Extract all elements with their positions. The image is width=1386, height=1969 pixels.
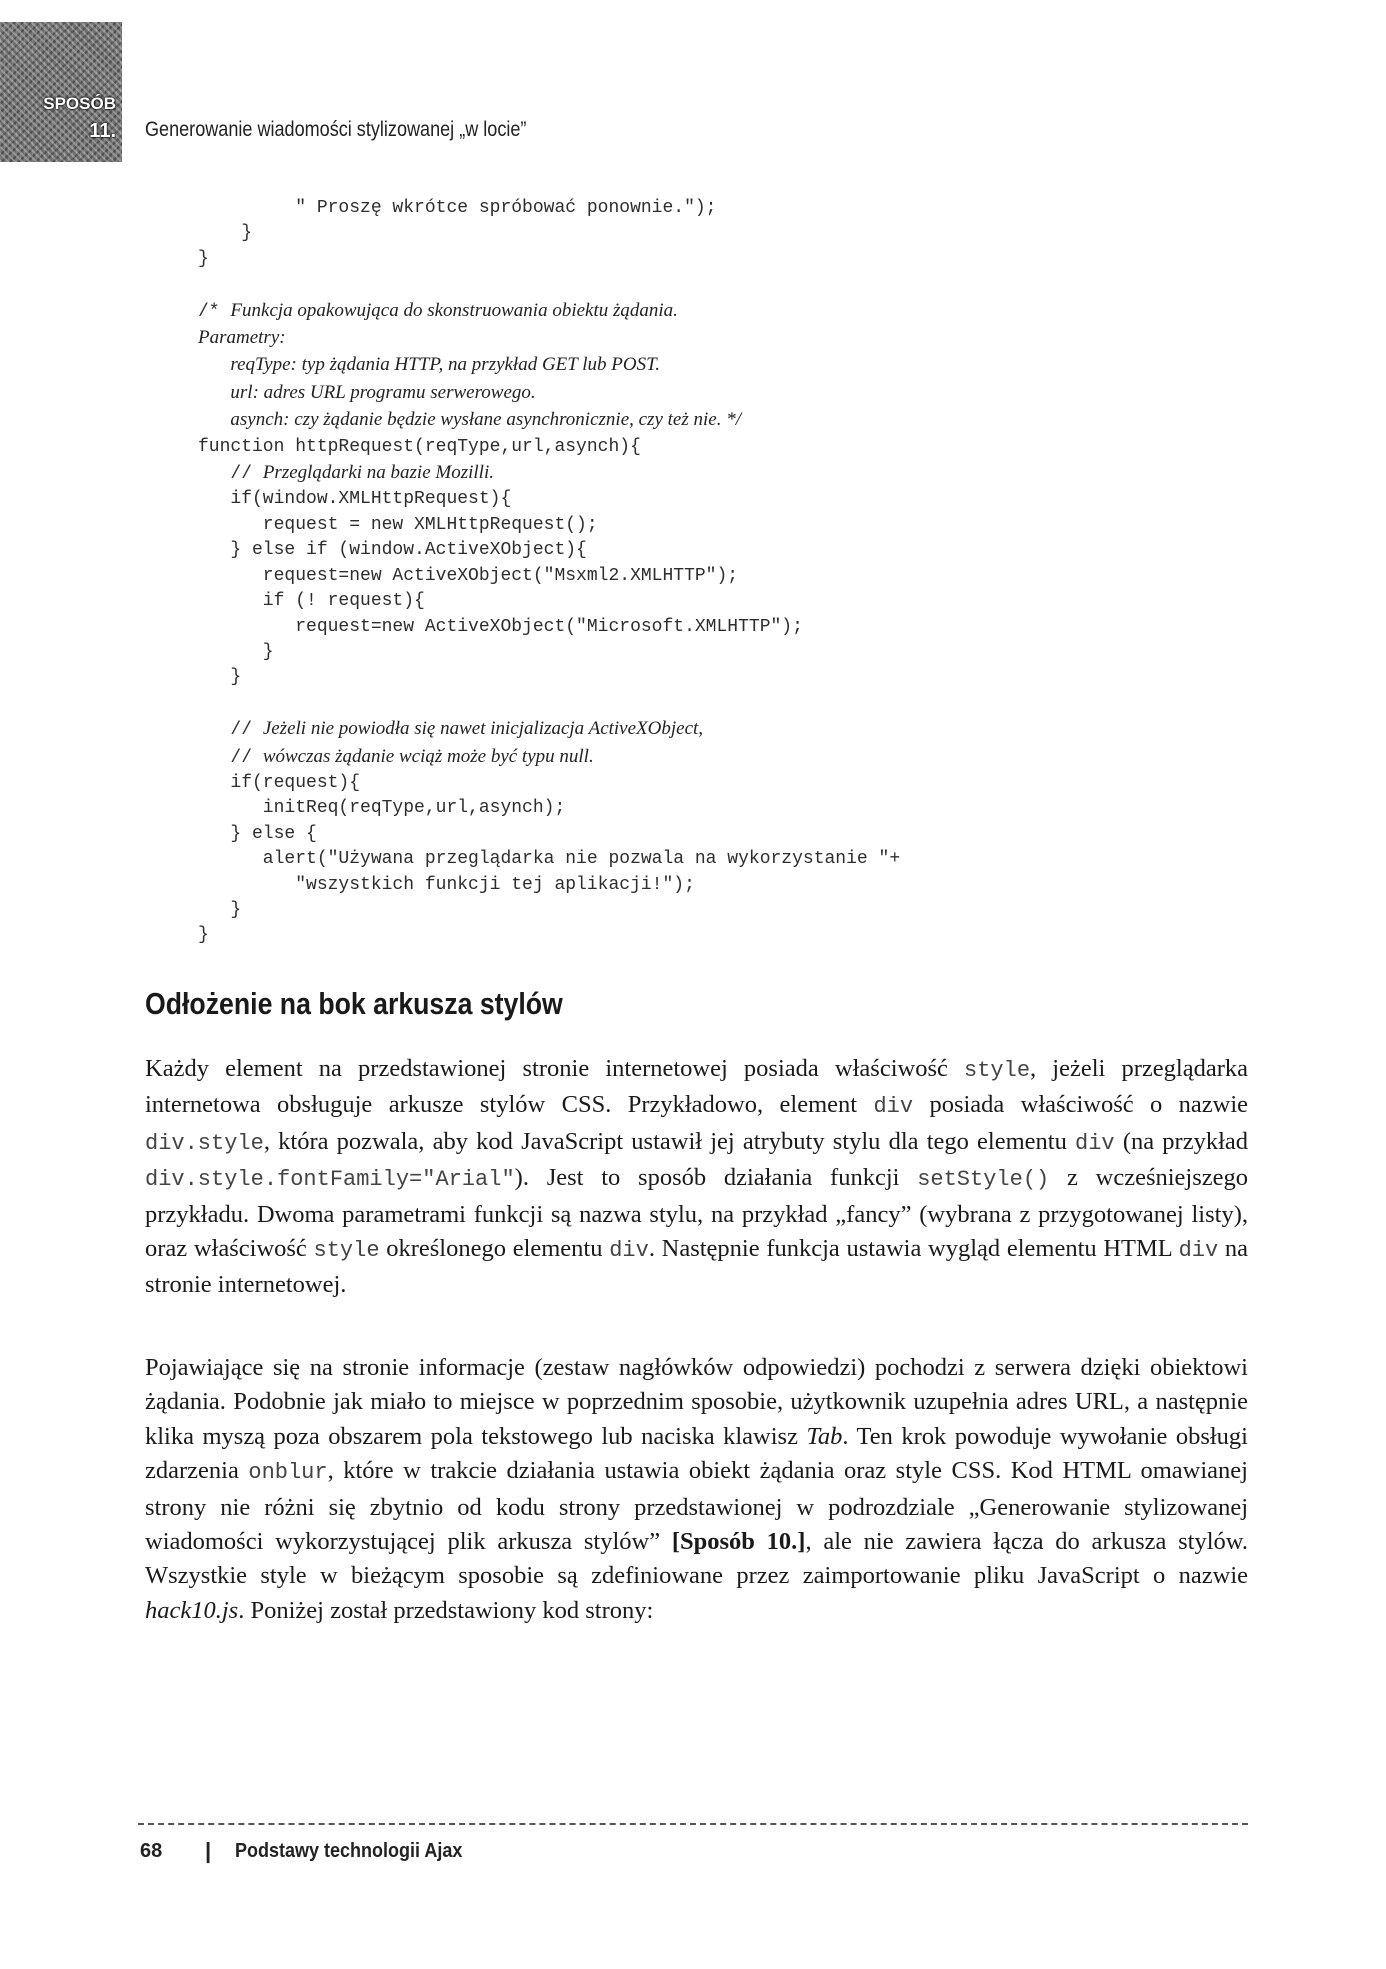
key-name: Tab: [806, 1422, 843, 1450]
page-number: 68: [140, 1840, 163, 1862]
code-line: [198, 538, 1198, 563]
p1-text: Każdy element na przedstawionej stronie internetowej posiada właściwość: [145, 1055, 965, 1082]
code-text: //: [198, 720, 263, 741]
code-text: "wszystkich funkcji tej aplikacji!");: [198, 874, 695, 895]
code-text: //: [198, 747, 263, 768]
code-line: [198, 435, 1198, 460]
code-text: if(request){: [198, 772, 361, 793]
paragraph-1: [145, 1052, 1248, 1303]
code-line: [198, 923, 1198, 948]
code-comment: wówczas żądanie wciąż może być typu null.: [262, 745, 594, 767]
code-text: if(window.XMLHttpRequest){: [198, 489, 512, 510]
code-line: [198, 407, 1198, 434]
code-line: [198, 691, 1198, 716]
code-text: }: [198, 248, 209, 269]
code-text: }: [198, 925, 209, 946]
code-text: initReq(reqType,url,asynch);: [198, 798, 566, 819]
inline-code: onblur: [248, 1460, 328, 1486]
code-text: if (! request){: [198, 591, 425, 612]
code-line: [198, 487, 1198, 512]
badge-number: 11.: [89, 120, 116, 142]
p2-text: , które w trakcie działania ustawia obiekt żądania oraz style CSS. Kod HTML omawianej strony nie różni się zbytnio od kodu strony przedstawionej w podrozdziale „Generowanie stylizowanej wiadomości wykorzystującej plik arkusza stylów”: [145, 1457, 1248, 1556]
p2-text: , ale nie zawiera łącza do arkusza stylów. Wszystkie style w bieżącym sposobie są zdefiniowane przez zaimportowanie pliku JavaScript o nazwie: [145, 1528, 1248, 1590]
code-text: }: [198, 667, 242, 688]
p1-text: . Następnie funkcja ustawia wygląd elementu HTML: [648, 1235, 1179, 1263]
code-line: [198, 221, 1198, 246]
code-comment: reqType: typ żądania HTTP, na przykład GET lub POST.: [230, 354, 661, 376]
code-line: [198, 247, 1198, 272]
code-text: }: [198, 899, 242, 920]
running-title: Generowanie wiadomości stylizowanej „w locie”: [145, 118, 527, 141]
footer-separator: |: [205, 1838, 212, 1863]
code-text: alert("Używana przeglądarka nie pozwala na wykorzystanie "+: [198, 849, 901, 870]
code-text: //: [198, 464, 263, 485]
code-line: [198, 513, 1198, 538]
code-line: [198, 272, 1198, 297]
code-line: [198, 352, 1198, 379]
inline-code: div: [1075, 1130, 1115, 1156]
code-comment: Przeglądarki na bazie Mozilli.: [262, 462, 494, 484]
inline-code: style: [964, 1058, 1031, 1083]
footer-divider: [138, 1823, 1248, 1825]
inline-code: style: [313, 1238, 380, 1264]
code-line: [198, 898, 1198, 923]
p2-text: Pojawiające się na stronie informacje (zestaw nagłówków odpowiedzi) pochodzi z serwera dzięki obiektowi żądania. Podobnie jak miało to miejsce w poprzednim sposobie, użytkownik uzupełnia adres URL, a następnie klika myszą poza obszarem pola tekstowego lub naciska klawisz: [145, 1354, 1248, 1450]
cross-reference: [Sposób 10.]: [671, 1528, 806, 1556]
badge-word: SPOSÓB: [43, 94, 116, 113]
code-line: [198, 589, 1198, 614]
code-line: [198, 847, 1198, 872]
code-text: function httpRequest(reqType,url,asynch){: [198, 436, 641, 457]
code-text: /*: [198, 301, 231, 322]
p1-text: określonego elementu: [379, 1235, 610, 1263]
p1-text: ). Jest to sposób działania funkcji: [514, 1164, 918, 1192]
code-text: request = new XMLHttpRequest();: [198, 514, 598, 535]
code-line: [198, 796, 1198, 821]
code-text: [198, 356, 230, 376]
p1-text: , która pozwala, aby kod JavaScript ustawił jej atrybuty stylu dla tego elementu: [263, 1127, 1076, 1155]
code-listing: [198, 196, 1198, 949]
p2-text: . Poniżej został przedstawiony kod strony:: [238, 1596, 654, 1624]
p1-text: posiada właściwość o nazwie: [913, 1091, 1249, 1119]
code-text: }: [198, 223, 253, 244]
code-line: [198, 460, 1198, 487]
chapter-badge: [0, 22, 122, 162]
code-comment: url: adres URL programu serwerowego.: [230, 381, 536, 403]
p1-text: , jeżeli przeglądarka internetowa obsługuje arkusze stylów CSS. Przykładowo, element: [145, 1055, 1248, 1119]
code-line: [198, 640, 1198, 665]
inline-code: div: [873, 1094, 914, 1120]
code-line: [198, 744, 1198, 771]
inline-code: div: [1178, 1238, 1219, 1264]
book-title: Podstawy technologii Ajax: [235, 1840, 463, 1862]
code-text: [198, 411, 230, 431]
code-line: [198, 665, 1198, 690]
code-line: [198, 615, 1198, 640]
code-line: [198, 380, 1198, 407]
code-comment: Parametry:: [198, 327, 286, 349]
code-line: [198, 771, 1198, 796]
code-line: [198, 716, 1198, 743]
code-line: [198, 325, 1198, 352]
p2-text: . Ten krok powoduje wywołanie obsługi zdarzenia: [145, 1422, 1248, 1485]
file-name: hack10.js: [145, 1596, 239, 1624]
code-line: [198, 196, 1198, 221]
code-line: [198, 822, 1198, 847]
inline-code: div.style: [145, 1130, 264, 1156]
code-text: [198, 384, 230, 404]
code-line: [198, 564, 1198, 589]
paragraph-2: [145, 1351, 1248, 1628]
code-line: [198, 298, 1198, 325]
p1-text: (na przykład: [1114, 1127, 1248, 1155]
code-text: } else {: [198, 823, 317, 844]
code-comment: Jeżeli nie powiodła się nawet inicjalizacja ActiveXObject,: [262, 718, 704, 740]
code-text: } else if (window.ActiveXObject){: [198, 540, 587, 561]
inline-code: div: [609, 1238, 649, 1264]
code-text: " Proszę wkrótce spróbować ponownie.");: [198, 198, 717, 218]
p1-text: z wcześniejszego przykładu. Dwoma parametrami funkcji są nazwa stylu, na przykład „fancy” (wybrana z przygotowanej listy), oraz właściwość: [145, 1164, 1248, 1263]
code-line: [198, 873, 1198, 898]
code-comment: Funkcja opakowująca do skonstruowania obiektu żądania.: [230, 299, 678, 321]
section-heading: Odłożenie na bok arkusza stylów: [145, 986, 563, 1021]
code-text: request=new ActiveXObject("Microsoft.XMLHTTP");: [198, 616, 803, 637]
p1-text: na stronie internetowej.: [145, 1235, 1249, 1299]
code-comment: asynch: czy żądanie będzie wysłane asynchronicznie, czy też nie. */: [230, 409, 741, 431]
inline-code: div.style.fontFamily="Arial": [145, 1167, 515, 1193]
code-text: }: [198, 641, 274, 662]
code-text: request=new ActiveXObject("Msxml2.XMLHTTP");: [198, 565, 739, 586]
inline-code: setStyle(): [917, 1167, 1050, 1193]
